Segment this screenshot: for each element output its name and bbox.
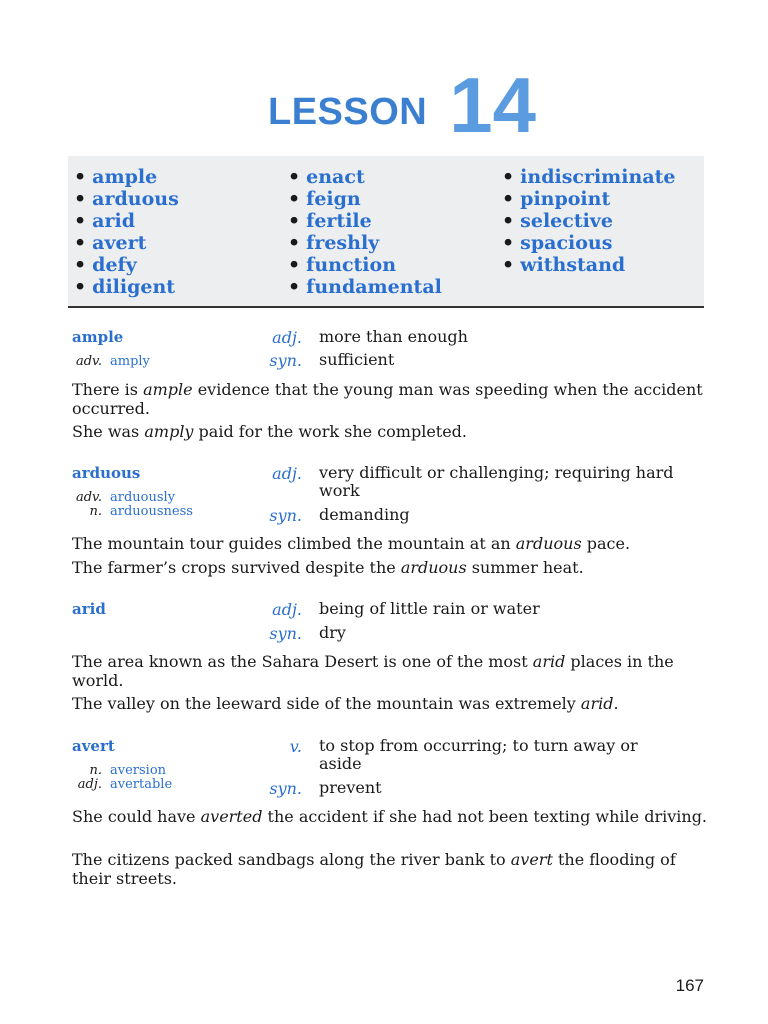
entry-headword: arid <box>72 600 106 618</box>
word-list-item: • spacious <box>502 232 613 254</box>
lesson-title <box>268 61 537 149</box>
page-number: 167 <box>675 976 704 995</box>
word-list-item: • ample <box>74 166 158 188</box>
example-sentence: The mountain tour guides climbed the mountain at an arduous pace. <box>72 534 631 553</box>
word-list-item: • feign <box>288 188 361 210</box>
entry-part-of-speech: adj. <box>272 328 302 347</box>
entry-definition: very difficult or challenging; requiring hard work <box>319 463 674 500</box>
example-sentence: The valley on the leeward side of the mountain was extremely arid. <box>72 694 619 713</box>
entry-synonym: dry <box>319 623 346 642</box>
entry-part-of-speech: adj. <box>272 464 302 483</box>
entry-derivative: adv. arduously <box>75 490 176 505</box>
entry-derivative: n. arduousness <box>89 504 193 519</box>
word-list-item: • enact <box>288 166 365 188</box>
example-sentence: She was amply paid for the work she completed. <box>72 422 468 441</box>
word-list-item: • freshly <box>288 232 380 254</box>
entry-derivative: adj. avertable <box>77 777 173 792</box>
word-list-column-3 <box>502 166 676 276</box>
word-list-item: • diligent <box>74 276 176 298</box>
word-list-column-1 <box>74 166 179 298</box>
example-sentence: The citizens packed sandbags along the river bank to avert the flooding of their streets. <box>72 850 676 888</box>
lesson-number: 14 <box>449 61 537 149</box>
example-sentence: The farmer’s crops survived despite the arduous summer heat. <box>72 558 584 577</box>
entry-headword: avert <box>72 737 115 755</box>
example-sentence: She could have averted the accident if she had not been texting while driving. <box>72 807 708 826</box>
entry-syn-label: syn. <box>269 624 302 643</box>
entry-part-of-speech: v. <box>289 737 302 756</box>
word-list-item: • avert <box>74 232 147 254</box>
example-sentence: The area known as the Sahara Desert is one of the most arid places in the world. <box>72 652 674 690</box>
entry-derivative: adv. amply <box>75 354 150 369</box>
word-list-item: • fertile <box>288 210 372 232</box>
vocabulary-word-list <box>68 156 704 308</box>
word-list-item: • function <box>288 254 397 276</box>
entry-synonym: demanding <box>319 505 410 524</box>
entry-synonym: prevent <box>319 778 382 797</box>
entry-part-of-speech: adj. <box>272 600 302 619</box>
entry-syn-label: syn. <box>269 506 302 525</box>
entry-definition: more than enough <box>319 327 468 346</box>
word-list-item: • arduous <box>74 188 179 210</box>
entry-definition: to stop from occurring; to turn away or aside <box>319 736 638 773</box>
word-list-item: • withstand <box>502 254 626 276</box>
word-list-item: • selective <box>502 210 613 232</box>
entry-headword: arduous <box>72 464 141 482</box>
entry-syn-label: syn. <box>269 351 302 370</box>
word-list-item: • arid <box>74 210 135 232</box>
word-list-item: • fundamental <box>288 276 442 298</box>
entry-syn-label: syn. <box>269 779 302 798</box>
entry-headword: ample <box>72 328 124 346</box>
word-list-column-2 <box>288 166 442 298</box>
entry-synonym: sufficient <box>319 350 395 369</box>
word-list-item: • defy <box>74 254 137 276</box>
lesson-label: LESSON <box>268 91 428 133</box>
entry-definition: being of little rain or water <box>319 599 540 618</box>
word-list-item: • pinpoint <box>502 188 611 210</box>
entry-derivative: n. aversion <box>89 763 167 778</box>
example-sentence: There is ample evidence that the young man was speeding when the accident occurred. <box>72 380 703 418</box>
word-list-item: • indiscriminate <box>502 166 676 188</box>
